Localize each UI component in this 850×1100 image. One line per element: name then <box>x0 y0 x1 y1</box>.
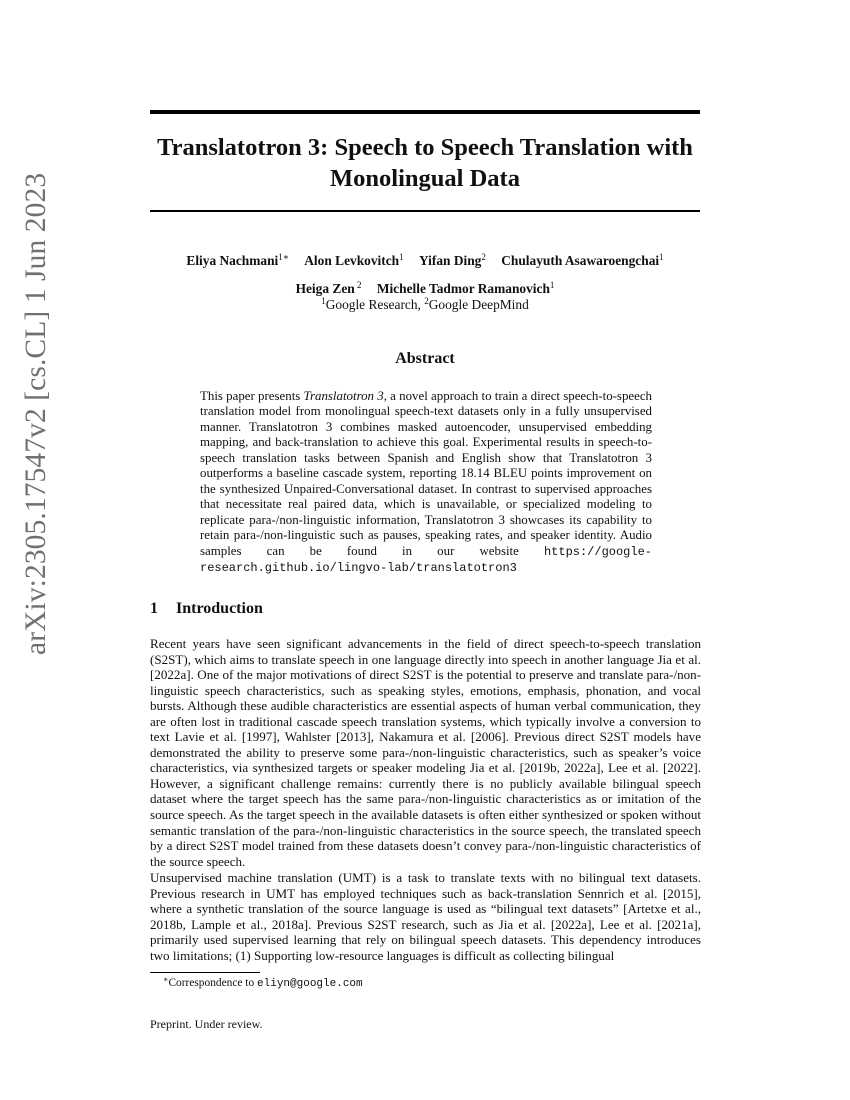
abstract-emphasis: Translatotron 3 <box>303 389 384 403</box>
footnote: ∗Correspondence to eliyn@google.com <box>163 975 363 990</box>
footnote-rule <box>150 972 260 973</box>
author-row-1 <box>150 245 700 273</box>
title-line-2: Monolingual Data <box>330 165 520 192</box>
title-bottom-rule <box>150 210 700 212</box>
intro-paragraph-2: Unsupervised machine translation (UMT) is a task to translate texts with no bilingual text datasets. Previous research in UMT has employed techniques such as back-translation Sennrich et al. [2015], where a synthetic translation of the source language is used as “bilingual text datasets” [Artetxe et al., 2018b, Lample et al., 2018a]. Previous S2ST research, such as Jia et al. [2022a], Lee et al. [2021a], primarily used supervised learning that rely on bilingual speech datasets. This dependency introduces two limitations; (1) Supporting low-resource languages is difficult as collecting bilingual <box>150 870 701 963</box>
abstract-text: This paper presents Translatotron 3, a novel approach to train a direct speech-to-speech translation model from monolingual speech-text datasets only in a fully unsupervised manner. Translatotron 3 combines masked autoencoder, unsupervised embedding mapping, and back-translation to achieve this goal. Experimental results in speech-to-speech translation tasks between Spanish and English show that Translatotron 3 outperforms a baseline cascade system, reporting 18.14 BLEU points improvement on the synthesized Unpaired-Conversational dataset. In contrast to supervised approaches that necessitate real paired data, which is unavailable, or specialized modeling to replicate para-/non-linguistic information, Translatotron 3 showcases its capability to retain para-/non-linguistic such as pauses, speaking rates, and speaker identity. Audio samples can be found in our website https://google-research.github.io/lingvo-lab/translatotron3 <box>200 389 653 575</box>
author: Yifan Ding$^2$ <box>418 252 486 268</box>
author: Heiga Zen $^2$ <box>295 280 362 296</box>
title-top-rule <box>150 110 700 114</box>
author: Eliya Nachmani$^{1∗}$ <box>186 252 289 268</box>
author: Chulayuth Asawaroengchai$^1$ <box>501 252 664 268</box>
author: Alon Levkovitch$^1$ <box>304 252 404 268</box>
abstract-heading: Abstract <box>395 350 455 367</box>
title-line-1: Translatotron 3: Speech to Speech Translation with <box>157 134 693 161</box>
author-list <box>150 245 700 301</box>
section-heading-introduction: 1 Introduction <box>150 600 263 617</box>
paper-title <box>150 132 700 194</box>
affiliations: $^1$Google Research, $^2$Google DeepMind <box>321 296 529 312</box>
arxiv-identifier-stamp: arXiv:2305.17547v2 [cs.CL] 1 Jun 2023 <box>20 172 52 655</box>
preprint-notice: Preprint. Under review. <box>150 1017 263 1031</box>
author: Michelle Tadmor Ramanovich$^1$ <box>376 280 555 296</box>
correspondence-email-link[interactable]: eliyn@google.com <box>257 978 363 990</box>
intro-paragraph-1: Recent years have seen significant advancements in the field of direct speech-to-speech translation (S2ST), which aims to translate speech in one language directly into speech in another language Jia et al. [2022a]. One of the major motivations of direct S2ST is the potential to preserve and translate para-/non-linguistic speech characteristics, such as speaking styles, emotions, emphasis, phonation, and vocal bursts. Although these audible characteristics are essential aspects of human verbal communication, they are often lost in traditional cascade speech translation systems, which typically involve a conversion to text Lavie et al. [1997], Wahlster [2013], Nakamura et al. [2006]. Previous direct S2ST models have demonstrated the ability to preserve some para-/non-linguistic characteristics, such as speaker’s voice characteristics, via synthesized targets or speaker modeling Jia et al. [2019b, 2022a], Lee et al. [2022]. However, a significant challenge remains: currently there is no publicly available bilingual speech dataset where the target speech has the same para-/non-linguistic characteristics as or imitation of the source speech. As the target speech in the available datasets is often either synthesized or spoken without semantic translation of the para-/non-linguistic characteristics in the source speech, the translated speech by a direct S2ST model trained from these datasets doesn’t convey para-/non-linguistic characteristics of the source speech. <box>150 636 701 869</box>
project-url-link[interactable]: https://google-research.github.io/lingvo-lab/translatotron3 <box>200 544 652 575</box>
